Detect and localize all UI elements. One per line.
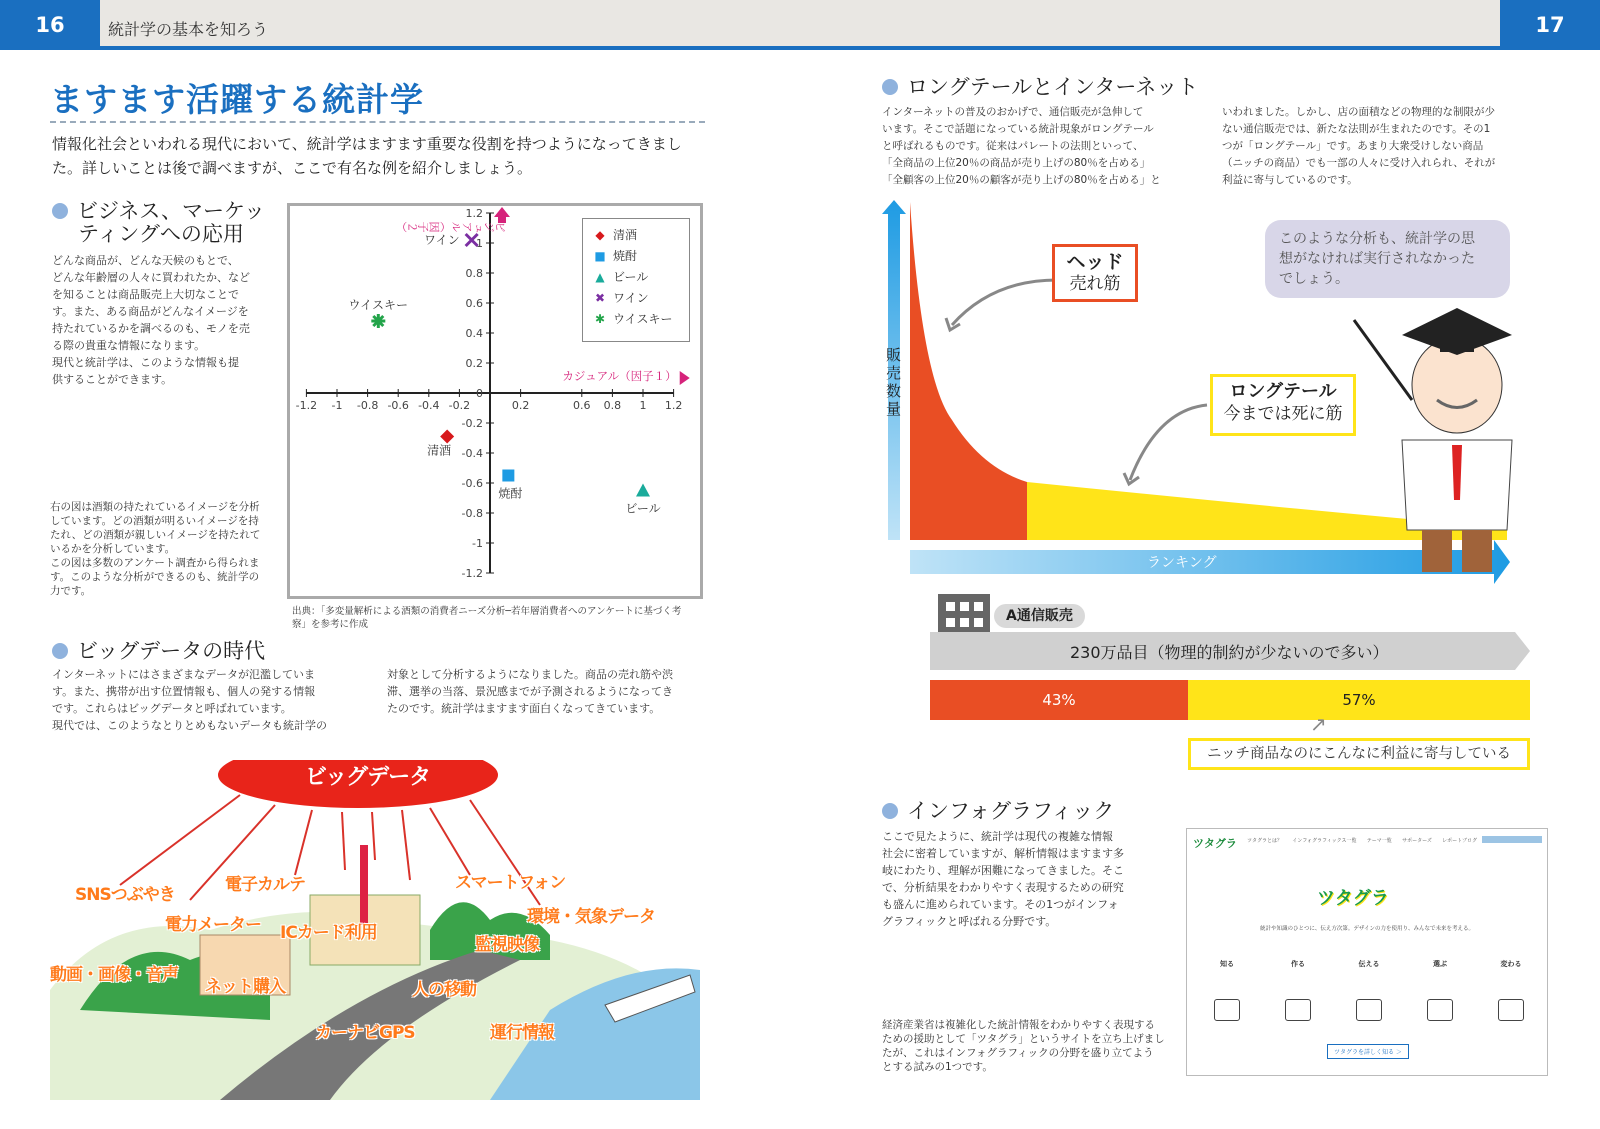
- site-nav: [1247, 837, 1477, 844]
- site-nav-item[interactable]: サポーターズ: [1402, 838, 1432, 844]
- caption-line: とする試みの1つです。: [882, 1061, 993, 1073]
- source-meter: 電力メーター: [165, 915, 261, 935]
- body-line: 現代では、このようなとりとめもないデータも統計学の: [52, 719, 327, 732]
- store-label: A通信販売: [994, 604, 1085, 628]
- head-callout: [1052, 244, 1138, 302]
- body-line: ここで見たように、統計学は現代の複雑な情報: [882, 830, 1113, 843]
- business-body: [52, 252, 277, 388]
- body-line: いわれました。しかし、店の面積などの物理的な制限が少: [1222, 106, 1495, 118]
- site-step: 知る: [1199, 959, 1255, 1021]
- head-callout-title: ヘッド: [1066, 251, 1124, 273]
- y-tick-label: 1: [476, 237, 483, 250]
- bullet-icon: [882, 803, 898, 819]
- body-line: どんな年齢層の人々に買われたか、など: [52, 271, 250, 284]
- chart-legend: [582, 218, 690, 342]
- y-tick-label: 0: [476, 387, 483, 400]
- site-steps: [1199, 959, 1539, 1021]
- legend-marker: ◆: [595, 228, 605, 242]
- chart-caption: [50, 500, 275, 598]
- y-tick-label: 0.8: [465, 267, 483, 280]
- site-step: 変わる: [1483, 959, 1539, 1021]
- x-tick-label: -0.2: [448, 399, 471, 412]
- step-icon: [1498, 999, 1524, 1021]
- body-line: グラフィックと呼ばれる分野です。: [882, 915, 1057, 928]
- body-line: 現代と統計学は、このような情報も提: [52, 356, 239, 369]
- longtail-col2: [1222, 104, 1547, 189]
- x-tick-label: 0.2: [511, 399, 530, 412]
- page-title: ますます活躍する統計学: [50, 80, 424, 119]
- caption-line: たれ、どの酒類が親しいイメージを持たれて: [50, 529, 261, 541]
- y-axis-label: 販売数量: [886, 346, 902, 418]
- longtail-col1: [882, 104, 1212, 189]
- body-line: です。これらはビッグデータと呼ばれています。: [52, 702, 292, 715]
- body-line: インターネットにはさまざまなデータが氾濫していま: [52, 668, 316, 681]
- y-tick-label: -0.4: [461, 447, 483, 460]
- caption-line: この図は多数のアンケート調査から得られま: [50, 557, 260, 569]
- legend-item: [593, 246, 689, 267]
- heading-text: ビッグデータの時代: [77, 639, 266, 663]
- body-line: 滞、選挙の当落、景況感までが予測されるようになってき: [387, 685, 673, 698]
- bigdata-scene: [50, 760, 710, 1100]
- caption-line: たが、これはインフォグラフィックの分野を盛り立てよう: [882, 1047, 1154, 1059]
- caption-line: 右の図は酒類の持たれているイメージを分析: [50, 501, 260, 513]
- legend-label: 清酒: [613, 228, 638, 242]
- body-line: つが「ロングテール」です。あまり大衆受けしない商品: [1222, 140, 1484, 152]
- legend-marker: ▲: [595, 270, 605, 284]
- body-line: 岐にわたり、理解が困難になってきました。そこ: [882, 864, 1124, 877]
- site-nav-item[interactable]: テーマ一覧: [1366, 838, 1392, 844]
- source-movement: 人の移動: [412, 980, 476, 1000]
- y-tick-label: -1: [472, 537, 483, 550]
- x-tick-label: -1: [331, 399, 343, 412]
- legend-item: [593, 288, 689, 309]
- y-tick-label: -1.2: [461, 567, 483, 580]
- x-axis-label: ランキング: [1147, 555, 1217, 571]
- step-icon: [1214, 999, 1240, 1021]
- legend-marker: ✱: [594, 312, 606, 326]
- chart-source: [292, 605, 707, 631]
- tsutagura-screenshot: [1186, 828, 1548, 1076]
- legend-label: ビール: [613, 270, 649, 284]
- legend-item: [593, 267, 689, 288]
- bullet-icon: [882, 79, 898, 95]
- heading-text: インフォグラフィック: [907, 799, 1115, 823]
- speech-line: 想がなければ実行されなかった: [1279, 251, 1475, 267]
- body-line: 「全商品の上位20％の商品が売り上げの80％を占める」: [882, 157, 1151, 169]
- credit-line: 察」を参考に作成: [292, 619, 369, 630]
- point-label: 清酒: [427, 443, 452, 458]
- bigdata-center-label: ビッグデータ: [305, 765, 431, 790]
- y-tick-label: -0.8: [461, 507, 483, 520]
- x-tick-label: -0.4: [418, 399, 440, 412]
- tail-pointer: [1130, 405, 1207, 480]
- legend-marker: ✖: [594, 291, 606, 305]
- body-line: す。また、ある商品がどんなイメージを: [52, 305, 249, 318]
- store-items-text: 230万品目（物理的制約が少ないので多い）: [1070, 643, 1389, 662]
- x-axis-label: カジュアル（因子１）: [562, 369, 677, 383]
- body-line: 社会に密着していますが、解析情報はますます多: [882, 847, 1124, 860]
- tail-share: 57%: [1188, 680, 1530, 720]
- speech-line: このような分析も、統計学の思: [1279, 231, 1475, 247]
- legend-label: 焼酎: [613, 249, 638, 263]
- y-tick-label: -0.2: [461, 417, 483, 430]
- point-ウイスキー: [371, 314, 385, 328]
- infographic-body: [882, 828, 1167, 930]
- source-media: 動画・画像・音声: [50, 965, 178, 985]
- credit-line: 出典：「多変量解析による酒類の消費者ニーズ分析─若年層消費者へのアンケートに基づく考: [292, 606, 682, 617]
- intro-line: 情報化社会といわれる現代において、統計学はますます重要な役割を持つようになってきまし: [52, 135, 682, 153]
- up-arrow-icon: ↗: [1310, 712, 1327, 736]
- site-nav-item[interactable]: レポートブログ: [1442, 838, 1477, 844]
- y-axis-label: ビジュアル（因子２）: [396, 220, 506, 233]
- bigdata-heading: [52, 640, 265, 663]
- legend-item: [593, 309, 689, 330]
- infographic-heading: [882, 800, 1114, 823]
- y-tick-label: -0.6: [461, 477, 483, 490]
- source-smartphone: スマートフォン: [455, 873, 566, 893]
- heading-line: ビジネス、マーケッ: [77, 199, 265, 223]
- head-area: [910, 202, 1027, 540]
- source-gps: カーナビGPS: [315, 1023, 415, 1043]
- legend-marker: ■: [594, 249, 606, 263]
- body-line: 供することができます。: [52, 373, 173, 386]
- step-icon: [1285, 999, 1311, 1021]
- x-axis-arrow: [680, 371, 690, 385]
- step-icon: [1427, 999, 1453, 1021]
- body-line: 「全顧客の上位20％の顧客が売り上げの80％を占める」と: [882, 174, 1161, 186]
- body-line: る際の貴重な情報になります。: [52, 339, 206, 352]
- heading-line: ティングへの応用: [78, 222, 244, 246]
- body-line: インターネットの普及のおかげで、通信販売が急伸して: [882, 106, 1144, 118]
- body-line: 対象として分析するようになりました。商品の売れ筋や渋: [387, 668, 673, 681]
- caption-line: いるかを分析しています。: [50, 543, 176, 555]
- point-label: ワイン: [423, 233, 460, 247]
- site-name: ツタグラ: [1193, 837, 1237, 850]
- legend-label: ワイン: [613, 291, 649, 305]
- legend-item: [593, 225, 689, 246]
- y-tick-label: 0.2: [465, 357, 483, 370]
- body-line: も盛んに進められています。その1つがインフォ: [882, 898, 1119, 911]
- x-tick-label: 1.2: [664, 399, 683, 412]
- x-tick-label: 1: [639, 399, 647, 412]
- source-sns: SNSつぶやき: [75, 885, 175, 905]
- professor-speech-bubble: [1265, 220, 1510, 298]
- y-tick-label: 0.4: [465, 327, 483, 340]
- body-line: います。そこで話題になっている統計現象がロングテール: [882, 123, 1154, 135]
- body-line: す。また、携帯が出す位置情報も、個人の発する情報: [52, 685, 316, 698]
- caption-line: 経済産業省は複雑化した統計情報をわかりやすく表現する: [882, 1019, 1155, 1031]
- title-rule: [50, 121, 705, 123]
- point-label: ウイスキー: [348, 298, 409, 312]
- bullet-icon: [52, 643, 68, 659]
- speech-line: でしょう。: [1279, 271, 1349, 287]
- running-title: 統計学の基本を知ろう: [108, 20, 269, 39]
- bullet-icon: [52, 203, 68, 219]
- site-nav-item[interactable]: ツタグラとは？: [1247, 838, 1282, 844]
- site-more-button[interactable]: ツタグラを詳しく知る ＞: [1327, 1044, 1409, 1059]
- business-heading: [52, 200, 282, 246]
- y-tick-label: 1.2: [465, 207, 483, 220]
- body-line: （ニッチの商品）でも一部の人々に受け入れられ、それが: [1222, 157, 1496, 169]
- caption-line: 力です。: [50, 585, 92, 597]
- site-nav-item[interactable]: インフォグラフィックス一覧: [1292, 838, 1357, 844]
- x-tick-label: -1.2: [295, 399, 318, 412]
- tail-callout-sub: 今までは死に筋: [1223, 404, 1343, 424]
- body-line: どんな商品が、どんな天候のもとで、: [52, 254, 239, 267]
- point-焼酎: [502, 470, 514, 482]
- intro-line: た。詳しいことは後で調べますが、ここで有名な例を紹介しましょう。: [52, 159, 533, 177]
- point-清酒: [440, 430, 454, 444]
- share-bar: [930, 680, 1530, 720]
- heading-text: ロングテールとインターネット: [907, 75, 1199, 99]
- longtail-heading: [882, 76, 1198, 99]
- step-icon: [1356, 999, 1382, 1021]
- source-ecommerce: ネット購入: [205, 977, 285, 997]
- tail-callout-title: ロングテール: [1229, 381, 1337, 402]
- body-line: を知ることは商品販売上大切なことで: [52, 288, 239, 301]
- bigdata-col2: [387, 666, 707, 717]
- head-callout-sub: 売れ筋: [1069, 274, 1121, 294]
- site-step: 選ぶ: [1412, 959, 1468, 1021]
- body-line: ない通信販売では、新たな法則が生まれたのです。その1: [1222, 123, 1491, 135]
- y-tick-label: 0.6: [465, 297, 483, 310]
- left-page-number: 16: [0, 0, 100, 50]
- head-pointer: [952, 280, 1057, 325]
- site-step: 伝える: [1341, 959, 1397, 1021]
- site-logo: ツタグラ: [1317, 888, 1389, 909]
- body-line: 持たれているかを調べるのも、モノを売: [52, 322, 250, 335]
- niche-note: ニッチ商品なのにこんなに利益に寄与している: [1188, 738, 1530, 770]
- point-ビール: [636, 484, 650, 497]
- x-tick-label: 0.6: [573, 399, 591, 412]
- x-tick-label: -0.6: [387, 399, 409, 412]
- point-label: ビール: [625, 501, 661, 516]
- share-buttons: [1482, 836, 1542, 843]
- store-items-bar: [930, 632, 1530, 670]
- source-emr: 電子カルテ: [225, 875, 305, 895]
- tower-shape: [360, 845, 368, 925]
- body-line: たのです。統計学はますます面白くなってきています。: [387, 702, 661, 715]
- legend-label: ウイスキー: [613, 312, 673, 326]
- head-share: 43%: [930, 680, 1188, 720]
- right-page-number: 17: [1500, 0, 1600, 50]
- source-camera: 監視映像: [475, 935, 539, 955]
- x-tick-label: -0.8: [356, 399, 379, 412]
- caption-line: しています。どの酒類が明るいイメージを持: [50, 515, 259, 527]
- body-line: 利益に寄与しているのです。: [1222, 174, 1358, 186]
- intro-text: [52, 132, 712, 180]
- source-environment: 環境・気象データ: [527, 907, 655, 927]
- body-line: で、分析結果をわかりやすく表現するための研究: [882, 881, 1124, 894]
- body-line: と呼ばれるものです。従来はパレートの法則といって、: [882, 140, 1144, 152]
- source-transit: 運行情報: [490, 1023, 554, 1043]
- x-tick-label: 0.8: [603, 399, 622, 412]
- point-label: 焼酎: [498, 486, 523, 501]
- caption-line: す。このような分析ができるのも、統計学の: [50, 571, 260, 583]
- site-tagline: 統計や知識のひとつに、伝え方次第。デザインの力を使用り、みんなで未来を考える。: [1259, 926, 1474, 932]
- bigdata-illustration: [50, 760, 710, 1100]
- caption-line: ための援助として「ツタグラ」というサイトを立ち上げまし: [882, 1033, 1165, 1045]
- site-step: 作る: [1270, 959, 1326, 1021]
- source-iccard: ICカード利用: [280, 923, 377, 943]
- infographic-caption: [882, 1018, 1182, 1074]
- bigdata-col1: [52, 666, 367, 734]
- tail-callout: [1210, 374, 1356, 436]
